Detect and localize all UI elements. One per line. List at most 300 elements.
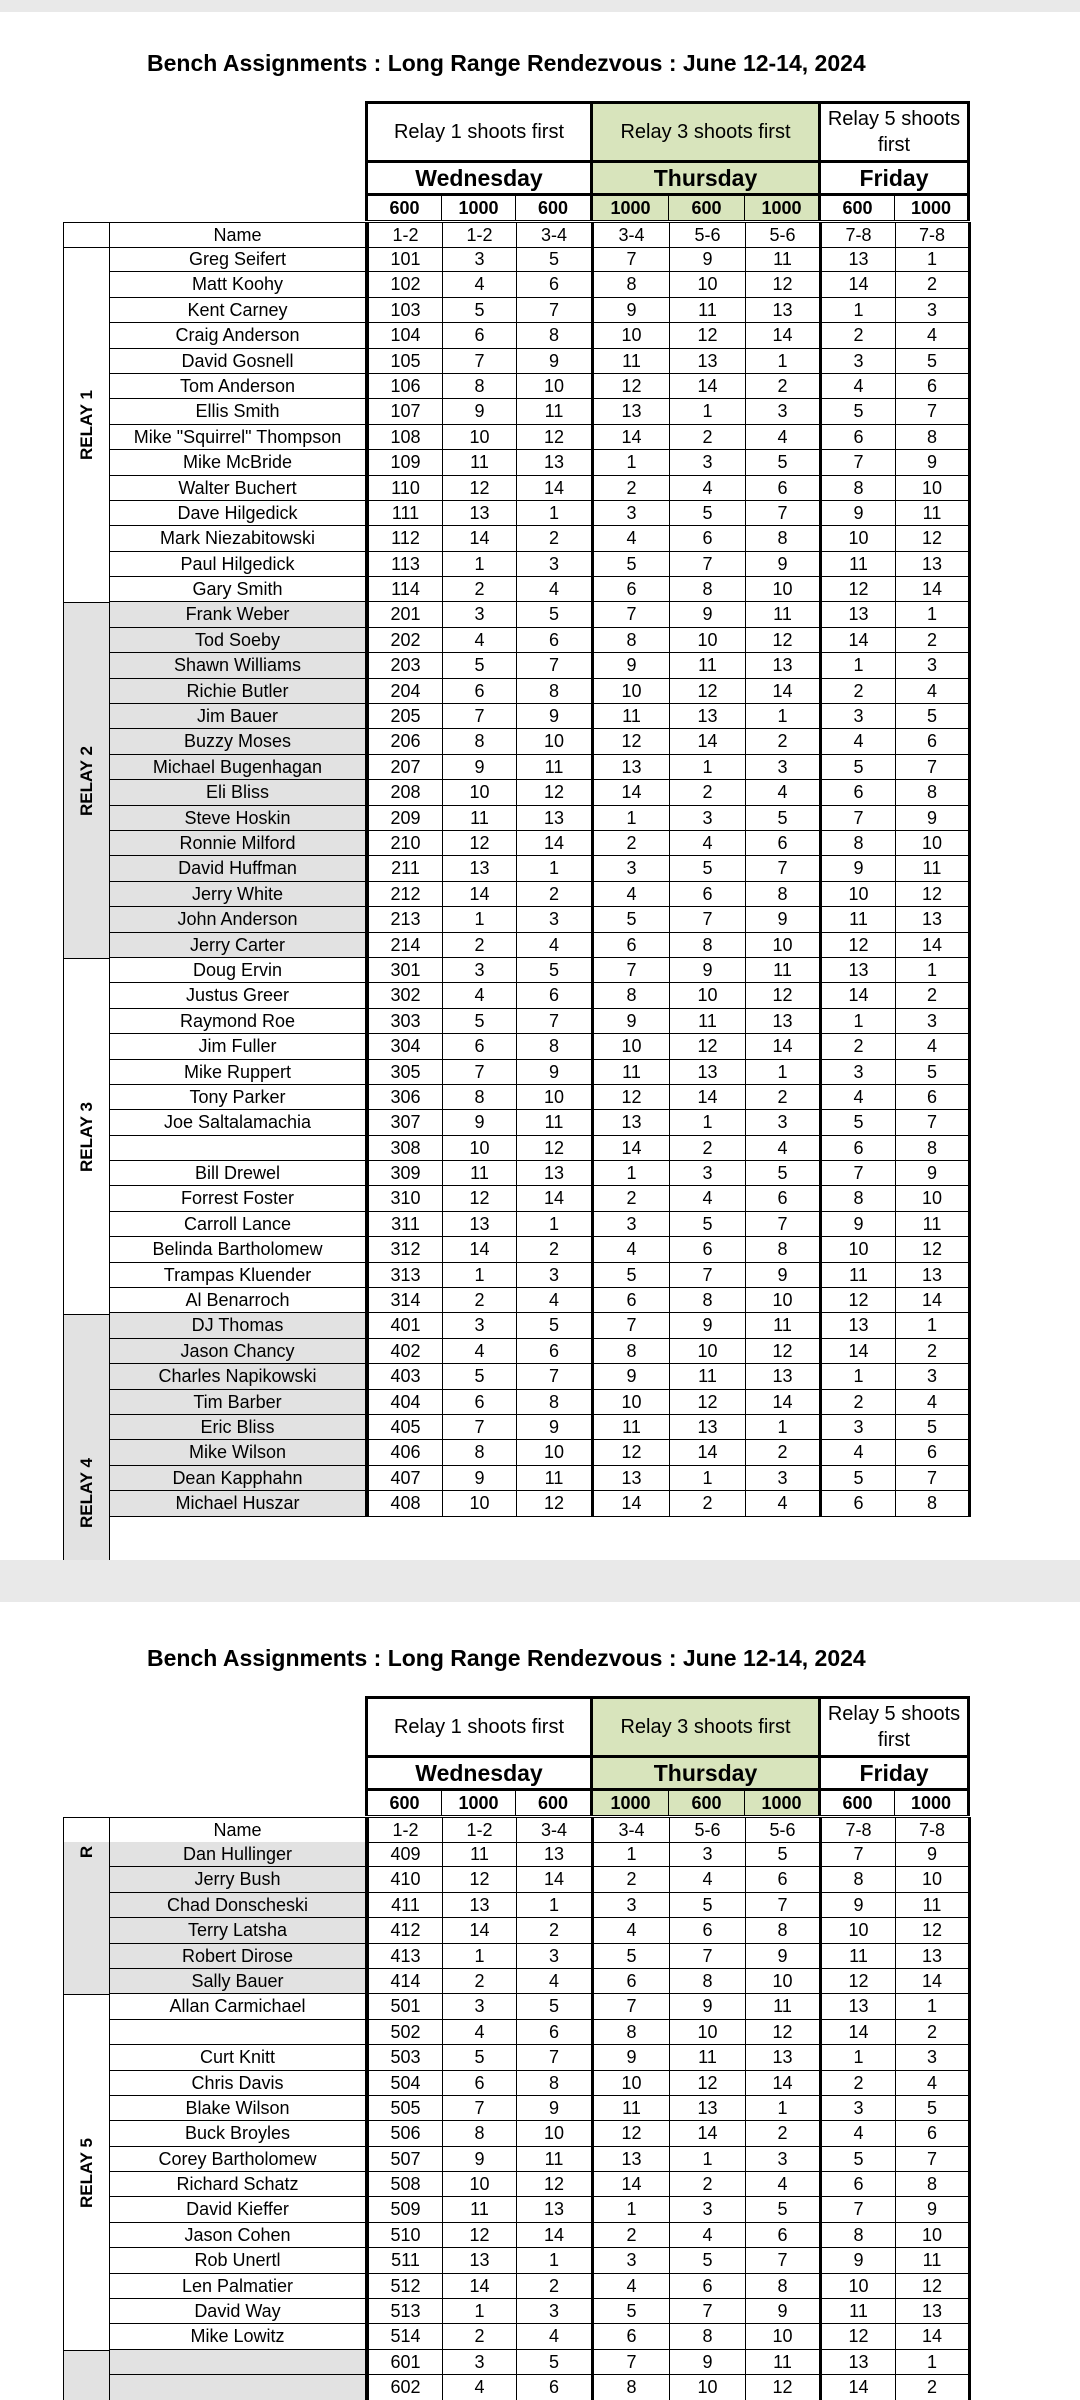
bench-assignment-cell: 6 — [517, 983, 594, 1008]
bench-assignment-cell: 14 — [443, 2274, 517, 2299]
bench-assignment-cell: 3 — [670, 806, 746, 831]
bench-assignment-cell: 4 — [517, 577, 594, 602]
bench-number-cell: 307 — [366, 1110, 443, 1135]
bench-assignment-cell: 2 — [670, 2172, 746, 2197]
bench-assignment-cell: 6 — [896, 1440, 971, 1465]
bench-assignment-cell: 13 — [670, 704, 746, 729]
shooter-name-cell: Steve Hoskin — [110, 806, 366, 831]
bench-assignment-cell: 11 — [670, 1009, 746, 1034]
distance-cell: 600 — [365, 1791, 442, 1816]
bench-assignment-cell: 14 — [896, 1969, 971, 1994]
table-row — [110, 1288, 971, 1313]
bench-assignment-cell: 4 — [822, 2121, 896, 2146]
bench-assignment-cell: 9 — [822, 501, 896, 526]
bench-assignment-cell: 8 — [822, 2223, 896, 2248]
bench-assignment-cell: 11 — [670, 1364, 746, 1389]
bench-assignment-cell: 7 — [896, 1110, 971, 1135]
bench-assignment-cell: 7 — [443, 2096, 517, 2121]
bench-assignment-cell: 11 — [670, 653, 746, 678]
bench-assignment-cell: 6 — [517, 1339, 594, 1364]
bench-assignment-cell: 7 — [594, 1313, 670, 1338]
bench-assignment-cell: 12 — [746, 272, 822, 297]
bench-number-cell: 411 — [366, 1893, 443, 1918]
bench-number-cell: 203 — [366, 653, 443, 678]
bench-number-cell: 304 — [366, 1034, 443, 1059]
bench-assignment-cell: 6 — [822, 1136, 896, 1161]
bench-assignment-cell: 11 — [822, 2299, 896, 2324]
bench-assignment-cell: 12 — [822, 1969, 896, 1994]
table-row — [110, 1491, 971, 1516]
bench-assignment-cell: 3 — [443, 2350, 517, 2375]
shooter-name-cell: Eric Bliss — [110, 1415, 366, 1440]
bench-assignment-cell: 10 — [443, 1491, 517, 1516]
bench-assignment-cell: 1 — [443, 1263, 517, 1288]
bench-assignment-cell: 8 — [896, 780, 971, 805]
shooter-name-cell: Tom Anderson — [110, 374, 366, 399]
bench-assignment-cell: 2 — [443, 2324, 517, 2349]
bench-assignment-cell: 5 — [822, 399, 896, 424]
relay-label: RELAY 3 — [76, 1101, 96, 1172]
bench-assignment-cell: 12 — [896, 1237, 971, 1262]
bench-assignment-cell: 2 — [822, 1034, 896, 1059]
bench-assignment-cell: 13 — [746, 1364, 822, 1389]
bench-assignment-cell: 2 — [746, 1440, 822, 1465]
bench-assignment-cell: 9 — [517, 704, 594, 729]
bench-assignment-cell: 14 — [670, 729, 746, 754]
bench-assignment-cell: 4 — [746, 1136, 822, 1161]
table-row — [110, 1466, 971, 1491]
day-friday: Friday — [818, 1755, 970, 1791]
bench-assignment-cell: 3 — [443, 247, 517, 272]
document-page-1 — [0, 50, 1080, 1530]
table-row — [110, 2172, 971, 2197]
bench-assignment-cell: 13 — [594, 1466, 670, 1491]
shooter-name-cell: Craig Anderson — [110, 323, 366, 348]
bench-assignment-cell: 5 — [746, 806, 822, 831]
bench-assignment-cell: 14 — [443, 882, 517, 907]
table-row — [110, 628, 971, 653]
shooter-name-cell: Mike Lowitz — [110, 2324, 366, 2349]
bench-assignment-cell: 14 — [746, 2071, 822, 2096]
bench-assignment-cell: 9 — [896, 1842, 971, 1867]
relay-column-header — [64, 223, 110, 248]
bench-number-cell: 212 — [366, 882, 443, 907]
distance-cell: 1000 — [745, 196, 821, 221]
table-row — [110, 1263, 971, 1288]
day-code-cell: 5-6 — [746, 1818, 822, 1843]
shooter-name-cell: Tim Barber — [110, 1390, 366, 1415]
shooter-name-cell: Curt Knitt — [110, 2045, 366, 2070]
bench-assignment-cell: 4 — [822, 729, 896, 754]
bench-assignment-cell: 10 — [896, 1186, 971, 1211]
bench-assignment-cell: 7 — [746, 2248, 822, 2273]
bench-assignment-cell: 7 — [517, 653, 594, 678]
bench-assignment-cell: 4 — [517, 1288, 594, 1313]
bench-assignment-cell: 12 — [443, 1867, 517, 1892]
shooter-name-cell: Mike "Squirrel" Thompson — [110, 425, 366, 450]
relay-group-4-clip — [63, 1315, 110, 1574]
bench-assignment-cell: 3 — [746, 2147, 822, 2172]
bench-assignment-cell: 11 — [594, 1060, 670, 1085]
table-row — [110, 501, 971, 526]
shooter-name-cell: Len Palmatier — [110, 2274, 366, 2299]
bench-assignment-cell: 9 — [670, 602, 746, 627]
bench-assignment-cell: 14 — [822, 983, 896, 1008]
bench-assignment-cell: 7 — [517, 2045, 594, 2070]
shooter-name-cell: Jerry Bush — [110, 1867, 366, 1892]
bench-assignment-cell: 13 — [896, 1263, 971, 1288]
bench-assignment-cell: 12 — [746, 628, 822, 653]
bench-assignment-cell: 6 — [822, 425, 896, 450]
shooter-name-cell: Richard Schatz — [110, 2172, 366, 2197]
distance-cell: 600 — [669, 196, 745, 221]
bench-assignment-cell: 4 — [896, 1034, 971, 1059]
bench-assignment-cell: 4 — [443, 2375, 517, 2400]
bench-assignment-cell: 8 — [896, 2172, 971, 2197]
bench-assignment-cell: 7 — [896, 2147, 971, 2172]
bench-assignment-cell: 1 — [670, 399, 746, 424]
bench-assignment-cell: 8 — [822, 476, 896, 501]
shooter-name-cell: Joe Saltalamachia — [110, 1110, 366, 1135]
bench-assignment-cell: 10 — [746, 577, 822, 602]
bench-assignment-cell: 1 — [746, 1415, 822, 1440]
day-code-cell: 7-8 — [896, 1818, 971, 1843]
bench-assignment-cell: 4 — [517, 1969, 594, 1994]
table-row — [110, 806, 971, 831]
shooter-name-cell: Ellis Smith — [110, 399, 366, 424]
relay-column-header — [64, 1818, 110, 1843]
bench-assignment-cell: 1 — [746, 704, 822, 729]
bench-assignment-cell: 13 — [822, 2350, 896, 2375]
bench-assignment-cell: 11 — [896, 1893, 971, 1918]
bench-assignment-cell: 6 — [670, 882, 746, 907]
table-row — [110, 1969, 971, 1994]
relay-label: RELAY 5 — [76, 2137, 96, 2208]
bench-assignment-cell: 3 — [822, 704, 896, 729]
bench-assignment-cell: 13 — [822, 247, 896, 272]
bench-assignment-cell: 1 — [517, 2248, 594, 2273]
bench-assignment-cell: 7 — [443, 704, 517, 729]
shooter-name-cell: Chris Davis — [110, 2071, 366, 2096]
page-separator — [0, 1560, 1080, 1602]
day-code-cell: 7-8 — [822, 1818, 896, 1843]
bench-assignment-cell: 11 — [443, 1842, 517, 1867]
table-row — [110, 272, 971, 297]
bench-assignment-cell: 2 — [746, 729, 822, 754]
bench-assignment-cell: 5 — [896, 704, 971, 729]
bench-assignment-cell: 11 — [517, 755, 594, 780]
shooter-name-cell — [110, 1136, 366, 1161]
bench-assignment-cell: 10 — [896, 476, 971, 501]
bench-number-cell: 107 — [366, 399, 443, 424]
bench-assignment-cell: 1 — [896, 958, 971, 983]
day-code-cell: 3-4 — [517, 223, 594, 248]
bench-assignment-cell: 5 — [670, 1212, 746, 1237]
bench-assignment-cell: 7 — [746, 501, 822, 526]
day-code-cell: 5-6 — [670, 223, 746, 248]
relay-first-thursday: Relay 3 shoots first — [590, 1696, 821, 1758]
bench-assignment-cell: 3 — [746, 399, 822, 424]
bench-assignment-cell: 6 — [594, 2324, 670, 2349]
bench-assignment-cell: 7 — [517, 1009, 594, 1034]
bench-number-cell: 402 — [366, 1339, 443, 1364]
bench-assignment-cell: 6 — [594, 933, 670, 958]
bench-assignment-cell: 10 — [594, 323, 670, 348]
bench-assignment-cell: 9 — [670, 2350, 746, 2375]
bench-assignment-cell: 7 — [594, 2350, 670, 2375]
shooter-name-cell: Dean Kapphahn — [110, 1466, 366, 1491]
shooter-name-cell: Justus Greer — [110, 983, 366, 1008]
bench-assignment-cell: 10 — [517, 729, 594, 754]
page-title: Bench Assignments : Long Range Rendezvous : June 12-14, 2024 — [147, 1645, 866, 1671]
bench-assignment-cell: 14 — [594, 2172, 670, 2197]
bench-number-cell: 211 — [366, 856, 443, 881]
bench-number-cell: 208 — [366, 780, 443, 805]
shooter-name-cell: Greg Seifert — [110, 247, 366, 272]
bench-assignment-cell: 3 — [443, 602, 517, 627]
shooter-name-cell: Dave Hilgedick — [110, 501, 366, 526]
shooter-name-cell: David Way — [110, 2299, 366, 2324]
bench-assignment-cell: 9 — [517, 349, 594, 374]
shooter-name-cell: Corey Bartholomew — [110, 2147, 366, 2172]
document-page-2 — [0, 1645, 1080, 2400]
bench-assignment-cell: 9 — [822, 1893, 896, 1918]
bench-assignment-cell: 4 — [670, 1186, 746, 1211]
shooter-name-cell: Belinda Bartholomew — [110, 1237, 366, 1262]
bench-assignment-cell: 2 — [517, 2274, 594, 2299]
bench-assignment-cell: 10 — [517, 1085, 594, 1110]
bench-assignment-cell: 4 — [443, 2020, 517, 2045]
table-row — [110, 1186, 971, 1211]
table-row — [110, 1009, 971, 1034]
viewer-top-bar — [0, 0, 1080, 12]
bench-assignment-cell: 12 — [822, 1288, 896, 1313]
bench-assignment-cell: 12 — [746, 2375, 822, 2400]
bench-assignment-cell: 6 — [594, 1969, 670, 1994]
bench-assignment-cell: 11 — [594, 349, 670, 374]
bench-assignment-cell: 7 — [594, 958, 670, 983]
bench-assignment-cell: 1 — [746, 1060, 822, 1085]
bench-number-cell: 414 — [366, 1969, 443, 1994]
bench-assignment-cell: 12 — [594, 374, 670, 399]
bench-assignment-cell: 8 — [670, 2324, 746, 2349]
bench-assignment-cell: 5 — [822, 2147, 896, 2172]
bench-assignment-cell: 2 — [517, 1918, 594, 1943]
distance-cell: 600 — [821, 1791, 895, 1816]
bench-assignment-cell: 1 — [896, 1313, 971, 1338]
assignment-table — [110, 1842, 971, 2400]
shooter-name-cell: Tony Parker — [110, 1085, 366, 1110]
bench-assignment-cell: 9 — [594, 1364, 670, 1389]
bench-number-cell: 310 — [366, 1186, 443, 1211]
bench-assignment-cell: 6 — [822, 1491, 896, 1516]
shooter-name-cell: Charles Napikowski — [110, 1364, 366, 1389]
bench-assignment-cell: 4 — [746, 425, 822, 450]
bench-assignment-cell: 12 — [746, 1339, 822, 1364]
bench-assignment-cell: 8 — [746, 526, 822, 551]
bench-number-cell: 413 — [366, 1944, 443, 1969]
table-row — [110, 2071, 971, 2096]
day-code-cell: 1-2 — [443, 223, 517, 248]
bench-assignment-cell: 12 — [594, 1440, 670, 1465]
bench-assignment-cell: 11 — [443, 2197, 517, 2222]
bench-assignment-cell: 9 — [746, 1944, 822, 1969]
bench-assignment-cell: 4 — [594, 1237, 670, 1262]
bench-assignment-cell: 1 — [594, 1842, 670, 1867]
bench-assignment-cell: 7 — [670, 1263, 746, 1288]
bench-assignment-cell: 2 — [594, 2223, 670, 2248]
distance-row — [365, 1791, 970, 1816]
bench-assignment-cell: 14 — [670, 2121, 746, 2146]
bench-assignment-cell: 1 — [594, 450, 670, 475]
bench-number-cell: 601 — [366, 2350, 443, 2375]
bench-assignment-cell: 11 — [443, 1161, 517, 1186]
shooter-name-cell: Jim Bauer — [110, 704, 366, 729]
bench-assignment-cell: 6 — [670, 526, 746, 551]
day-code-cell: 1-2 — [366, 1818, 443, 1843]
bench-assignment-cell: 12 — [594, 1085, 670, 1110]
bench-assignment-cell: 3 — [746, 1110, 822, 1135]
bench-assignment-cell: 10 — [517, 374, 594, 399]
bench-assignment-cell: 5 — [594, 1944, 670, 1969]
bench-assignment-cell: 2 — [822, 323, 896, 348]
bench-assignment-cell: 12 — [594, 729, 670, 754]
table-row — [110, 476, 971, 501]
table-row — [110, 2197, 971, 2222]
bench-assignment-cell: 10 — [670, 2375, 746, 2400]
assignment-table — [110, 247, 971, 1517]
table-row — [110, 1994, 971, 2019]
bench-number-cell: 209 — [366, 806, 443, 831]
shooter-name-cell: Doug Ervin — [110, 958, 366, 983]
bench-assignment-cell: 4 — [746, 780, 822, 805]
bench-assignment-cell: 14 — [896, 1288, 971, 1313]
bench-assignment-cell: 13 — [517, 450, 594, 475]
bench-number-cell: 109 — [366, 450, 443, 475]
relay-group-2 — [63, 603, 110, 959]
bench-assignment-cell: 3 — [517, 552, 594, 577]
table-row — [110, 1867, 971, 1892]
bench-assignment-cell: 11 — [517, 2147, 594, 2172]
bench-assignment-cell: 4 — [594, 526, 670, 551]
bench-assignment-cell: 2 — [594, 476, 670, 501]
bench-assignment-cell: 8 — [670, 1288, 746, 1313]
bench-assignment-cell: 11 — [822, 1263, 896, 1288]
bench-assignment-cell: 7 — [822, 1842, 896, 1867]
bench-assignment-cell: 1 — [822, 653, 896, 678]
day-code-cell: 3-4 — [517, 1818, 594, 1843]
bench-assignment-cell: 10 — [594, 1390, 670, 1415]
shooter-name-cell — [110, 2375, 366, 2400]
bench-assignment-cell: 10 — [896, 1867, 971, 1892]
bench-assignment-cell: 12 — [443, 2223, 517, 2248]
bench-assignment-cell: 2 — [670, 1136, 746, 1161]
shooter-name-cell: Eli Bliss — [110, 780, 366, 805]
bench-assignment-cell: 9 — [896, 2197, 971, 2222]
bench-assignment-cell: 10 — [896, 2223, 971, 2248]
bench-assignment-cell: 5 — [896, 2096, 971, 2121]
bench-number-cell: 201 — [366, 602, 443, 627]
bench-assignment-cell: 12 — [443, 831, 517, 856]
bench-assignment-cell: 2 — [822, 679, 896, 704]
shooter-name-cell: Raymond Roe — [110, 1009, 366, 1034]
bench-assignment-cell: 5 — [746, 1161, 822, 1186]
shooter-name-cell: Walter Buchert — [110, 476, 366, 501]
bench-number-cell: 404 — [366, 1390, 443, 1415]
bench-assignment-cell: 3 — [517, 2299, 594, 2324]
bench-assignment-cell: 3 — [517, 1263, 594, 1288]
bench-assignment-cell: 9 — [896, 450, 971, 475]
bench-assignment-cell: 14 — [822, 628, 896, 653]
bench-assignment-cell: 7 — [594, 602, 670, 627]
bench-assignment-cell: 2 — [443, 1288, 517, 1313]
bench-number-cell: 305 — [366, 1060, 443, 1085]
bench-assignment-cell: 4 — [746, 2172, 822, 2197]
day-code-cell: 3-4 — [594, 223, 670, 248]
bench-assignment-cell: 1 — [594, 1161, 670, 1186]
bench-number-cell: 111 — [366, 501, 443, 526]
bench-assignment-cell: 14 — [517, 1867, 594, 1892]
bench-assignment-cell: 10 — [670, 1339, 746, 1364]
table-row — [110, 2121, 971, 2146]
bench-assignment-cell: 5 — [443, 2045, 517, 2070]
distance-cell: 1000 — [593, 1791, 669, 1816]
bench-assignment-cell: 10 — [670, 2020, 746, 2045]
bench-assignment-cell: 2 — [443, 1969, 517, 1994]
bench-assignment-cell: 8 — [670, 577, 746, 602]
relay-first-friday: Relay 5 shoots first — [818, 101, 970, 163]
relay-label: RELAY 2 — [76, 745, 96, 816]
bench-assignment-cell: 9 — [594, 2045, 670, 2070]
bench-assignment-cell: 1 — [822, 2045, 896, 2070]
bench-assignment-cell: 7 — [896, 1466, 971, 1491]
bench-assignment-cell: 14 — [670, 374, 746, 399]
day-code-cell: 1-2 — [443, 1818, 517, 1843]
bench-assignment-cell: 11 — [670, 298, 746, 323]
bench-assignment-cell: 9 — [822, 2248, 896, 2273]
bench-assignment-cell: 2 — [594, 1867, 670, 1892]
bench-assignment-cell: 5 — [670, 1893, 746, 1918]
bench-assignment-cell: 5 — [670, 501, 746, 526]
shooter-name-cell: Mike Ruppert — [110, 1060, 366, 1085]
bench-assignment-cell: 3 — [896, 653, 971, 678]
table-row — [110, 1085, 971, 1110]
bench-assignment-cell: 1 — [670, 1466, 746, 1491]
bench-assignment-cell: 13 — [443, 501, 517, 526]
bench-number-cell: 511 — [366, 2248, 443, 2273]
bench-assignment-cell: 11 — [517, 1110, 594, 1135]
bench-assignment-cell: 4 — [670, 476, 746, 501]
bench-assignment-cell: 9 — [517, 2096, 594, 2121]
bench-number-cell: 407 — [366, 1466, 443, 1491]
bench-assignment-cell: 14 — [594, 425, 670, 450]
table-row — [110, 882, 971, 907]
bench-assignment-cell: 1 — [670, 755, 746, 780]
bench-assignment-cell: 10 — [822, 1237, 896, 1262]
bench-assignment-cell: 10 — [822, 882, 896, 907]
bench-assignment-cell: 5 — [594, 1263, 670, 1288]
table-row — [110, 729, 971, 754]
bench-assignment-cell: 2 — [594, 1186, 670, 1211]
bench-assignment-cell: 1 — [896, 1994, 971, 2019]
bench-assignment-cell: 14 — [746, 323, 822, 348]
shooter-name-cell: Ronnie Milford — [110, 831, 366, 856]
bench-assignment-cell: 6 — [746, 1186, 822, 1211]
bench-assignment-cell: 14 — [443, 1918, 517, 1943]
bench-assignment-cell: 7 — [896, 399, 971, 424]
bench-assignment-cell: 12 — [594, 2121, 670, 2146]
bench-assignment-cell: 6 — [443, 679, 517, 704]
